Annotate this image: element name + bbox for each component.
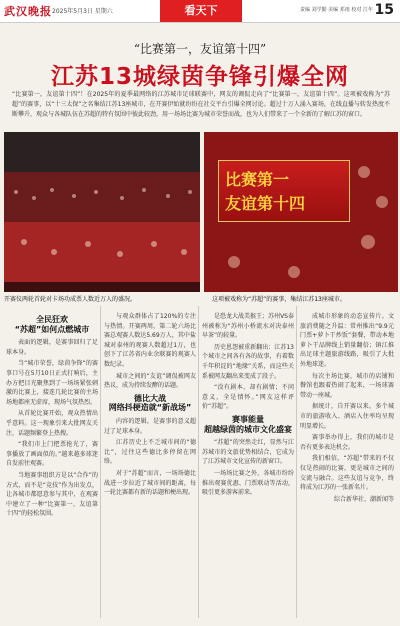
fan-banner-line2: 友谊第十四 bbox=[225, 194, 306, 213]
page-number: 15 bbox=[374, 2, 394, 18]
section-subhead: 全民狂欢 “苏超”如何点燃城市 bbox=[14, 315, 90, 334]
page-header bbox=[0, 0, 400, 23]
paragraph: “没有剧本，却有剧情；不问意义，全是情怀。”网友这样评价“苏超”。 bbox=[202, 384, 294, 411]
article-column-1 bbox=[6, 312, 98, 521]
issue-date: 2025年5月3日 星期六 bbox=[52, 8, 113, 15]
paragraph: 每次主场比赛，城市的店铺和餐馆也跟着热闹了起来，一场球赛带动一座城。 bbox=[300, 372, 394, 399]
column-divider bbox=[296, 306, 297, 618]
editor-credits: 责编 刘学勤 美编 邓雨 校对 江年 bbox=[300, 7, 373, 13]
paragraph: 江苏历史上不乏城市间的“德比”，过往这些德比多停留在网络。 bbox=[104, 439, 196, 466]
article-headline: 江苏13城绿茵争锋引爆全网 bbox=[50, 64, 349, 90]
fan-banner-line1: 比赛第一 bbox=[225, 170, 290, 189]
paragraph: 赛事举办得上，我们的城市是否有更多表达机会。 bbox=[300, 434, 394, 451]
paragraph: 当地赛事组织方是以“合作”的方式，而不是“竞技”作为出发点，让各城市都愿意参与其中，在观赛中建立了一种“比赛第一，友谊第十四”的轻松氛围。 bbox=[6, 471, 98, 518]
section-subhead: 赛事能量 超越绿茵的城市文化盛宴 bbox=[204, 414, 292, 434]
column-divider bbox=[198, 306, 199, 618]
paragraph: 对于“苏超”而言，一场场德比战进一步拉近了城市间的距离，每一轮比赛都有新的话题和梗出现。 bbox=[104, 469, 196, 497]
article-column-4 bbox=[300, 312, 394, 506]
paragraph: “苏超”的突然走红，显然与江苏城市的文旅优势相结合，它成为了江苏城市文化宣传的新窗口。 bbox=[202, 439, 294, 466]
paragraph: 城市之间的“友谊”调侃被网友热议，成为持续发酵的话题。 bbox=[104, 372, 196, 390]
photo-right-caption: 这项被戏称为“苏超”的赛事，集结江苏13座城市。 bbox=[212, 296, 346, 303]
column-divider bbox=[100, 306, 101, 618]
fan-banner bbox=[218, 160, 350, 222]
article-lead: “比赛第一，友谊第十四”！在2025年的夏季最网络的江苏城市足球联赛中，网友的调侃走向了“比赛第一，友谊第十四”。这项被戏称为“苏超”的赛事，以“十三太保”之名集结江苏13座城市，在开赛伊始就纷纷在社交平台引爆全网讨论。超过十万人涌入赛场，在线直播与转发热度不断攀升，观众与各城队伍在苏超的特有氛围中彼此较劲，用一场场比赛为城市荣誉而战，也为人们带来了一个全新的了解江苏的窗口。 bbox=[12, 91, 390, 118]
article-column-2 bbox=[104, 312, 196, 500]
paragraph: 成城市形象的动态宣传片。文旅消费随之升温：常州推出“9.9元门票+萝卜干炒饭”套餐，带动本地萝卜干品牌线上销量翻倍；镇江推出足球主题旅游线路，吸引了大批外地球迷。 bbox=[300, 313, 394, 368]
stadium-photo bbox=[4, 132, 200, 292]
paragraph: “我们市上门把票抢光了，赛事播放了画面似的。”越来越多球迷自发前往观赛。 bbox=[6, 441, 98, 468]
source-credit: 综合新华社、潮新闻等 bbox=[333, 495, 394, 503]
paragraph: 我们相信，“苏超”带来的不仅仅是热闹的比赛，更是城市之间的交流与融合。这些友谊与竞争，终将成为江苏的一张新名片。 bbox=[300, 455, 394, 492]
paragraph: 与观众群体占了120%的专注与热情。开赛两周，第二轮六场比赛总观赛人数达5.69万人，其中盐城对泰州的观赛人数超过1万，也创下了江苏省内业余联赛的观赛人数纪录。 bbox=[104, 313, 196, 368]
article-column-3 bbox=[202, 312, 294, 500]
paragraph: 一场场比赛之外，各城市纷纷推出观赛优惠、门票联动等活动，吸引更多游客前来。 bbox=[202, 469, 294, 497]
paragraph: 据统计，自开赛以来，多个城市的旅游收入、酒店入住率均呈现明显增长。 bbox=[300, 403, 394, 430]
paragraph: 当“城市荣誉，绿茵争锋”的赛事口号在5月10日正式打响后，主办方把目光聚焦到了一场场紧张刺激的比赛上，接连几轮比赛的主场场地都座无虚席，现场气氛热烈。 bbox=[6, 360, 98, 406]
fans-banner-photo bbox=[204, 132, 398, 292]
stadium-crowd-illustration bbox=[4, 132, 200, 292]
masthead: 武汉晚报 bbox=[4, 5, 52, 18]
paragraph: 历史恩怨被重新翻出：江苏13个城市之间各有各的故事，有着数千年积淀的“地缘”关系，而这些关系被网友翻出来变成了段子。 bbox=[202, 343, 294, 380]
section-subhead: 德比大战 网络抖梗造就“新战场” bbox=[108, 393, 192, 413]
paragraph: 从首轮比赛开始，观众热情出乎意料。这一现象引来大批网友关注，话题频繁登上热搜。 bbox=[6, 410, 98, 437]
paragraph: 表面的逻辑，是赛事回归了足球本身。 bbox=[6, 339, 98, 356]
paragraph: 是恐龙大战美猴王；苏州VS泰州被称为“苏州小桥流水对决泰州早茶”的较量。 bbox=[202, 313, 294, 340]
paragraph: 内容的逻辑，是赛事的意义超过了足球本身。 bbox=[104, 417, 196, 435]
photo-left-caption: 开赛仪两轮首轮对卡场功成票人数近万人的盛况。 bbox=[4, 296, 137, 303]
section-title: 看天下 bbox=[160, 0, 242, 22]
article-kicker: “比赛第一，友谊第十四” bbox=[133, 42, 267, 56]
